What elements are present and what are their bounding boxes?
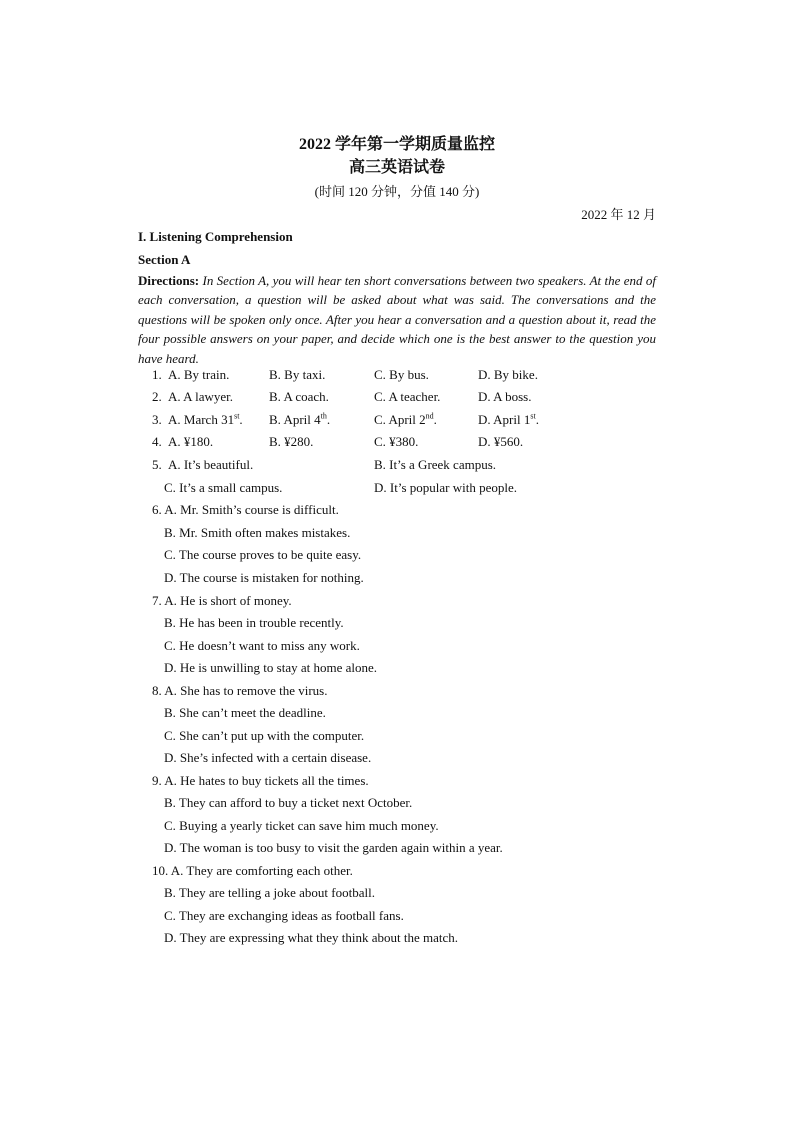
q1-option-d: D. By bike. xyxy=(478,367,538,382)
q1-number: 1. xyxy=(152,367,162,382)
q6-option-b: B. Mr. Smith often makes mistakes. xyxy=(164,525,351,540)
q3-number: 3. xyxy=(152,412,162,427)
q7-option-a: 7. A. He is short of money. xyxy=(152,593,292,608)
exam-date: 2022 年 12 月 xyxy=(581,207,656,222)
q8-option-b: B. She can’t meet the deadline. xyxy=(164,705,326,720)
q9-option-b: B. They can afford to buy a ticket next October. xyxy=(164,795,413,810)
q3-option-b: B. April 4th. xyxy=(269,411,331,427)
q6-option-a: 6. A. Mr. Smith’s course is difficult. xyxy=(152,502,339,517)
q4-number: 4. xyxy=(152,434,162,449)
q9-option-a: 9. A. He hates to buy tickets all the times. xyxy=(152,773,369,788)
q6-option-c: C. The course proves to be quite easy. xyxy=(164,547,362,562)
q4-option-d: D. ¥560. xyxy=(478,434,524,449)
q4-option-a: A. ¥180. xyxy=(168,434,214,449)
q6-option-d: D. The course is mistaken for nothing. xyxy=(164,570,364,585)
q5-number: 5. xyxy=(152,457,162,472)
q7-option-d: D. He is unwilling to stay at home alone. xyxy=(164,660,378,675)
q2-option-d: D. A boss. xyxy=(478,389,532,404)
q7-option-c: C. He doesn’t want to miss any work. xyxy=(164,638,360,653)
q5-option-a: A. It’s beautiful. xyxy=(168,457,254,472)
q8-option-d: D. She’s infected with a certain disease. xyxy=(164,750,372,765)
q2-option-c: C. A teacher. xyxy=(374,389,441,404)
q4-option-c: C. ¥380. xyxy=(374,434,419,449)
exam-title: 2022 学年第一学期质量监控 xyxy=(298,136,495,153)
section-heading: Section A xyxy=(138,252,191,267)
q3-option-a: A. March 31st. xyxy=(168,411,243,427)
q10-option-a: 10. A. They are comforting each other. xyxy=(152,863,353,878)
q3-option-d: D. April 1st. xyxy=(478,411,539,427)
q1-option-c: C. By bus. xyxy=(374,367,429,382)
q2-option-b: B. A coach. xyxy=(269,389,329,404)
exam-time-score: (时间 120 分钟，分值 140 分) xyxy=(314,184,480,199)
q2-option-a: A. A lawyer. xyxy=(168,389,233,404)
q4-option-b: B. ¥280. xyxy=(269,434,314,449)
directions-label: Directions: xyxy=(138,273,200,288)
q10-option-d: D. They are expressing what they think about the match. xyxy=(164,930,458,945)
q5-option-d: D. It’s popular with people. xyxy=(374,480,517,495)
q10-option-b: B. They are telling a joke about football. xyxy=(164,885,375,900)
q1-option-a: A. By train. xyxy=(168,367,230,382)
q5-option-c: C. It’s a small campus. xyxy=(164,480,283,495)
q9-option-d: D. The woman is too busy to visit the garden again within a year. xyxy=(164,840,503,855)
directions xyxy=(138,271,656,368)
exam-subject: 高三英语试卷 xyxy=(348,159,445,176)
q2-number: 2. xyxy=(152,389,162,404)
q1-option-b: B. By taxi. xyxy=(269,367,326,382)
q8-option-c: C. She can’t put up with the computer. xyxy=(164,728,365,743)
directions-text: In Section A, you will hear ten short conversations between two speakers. At the end of each conversation, a question will be asked about what was said. The conversations and the questions will be spoken only once. After you hear a conversation and a question about it, read the four possible answers on your paper, and decide which one is the best answer to the question you have heard. xyxy=(138,273,657,366)
q5-option-b: B. It’s a Greek campus. xyxy=(374,457,497,472)
part-heading: I. Listening Comprehension xyxy=(138,229,293,244)
q3-option-c: C. April 2nd. xyxy=(374,411,437,427)
q10-option-c: C. They are exchanging ideas as football fans. xyxy=(164,908,404,923)
q8-option-a: 8. A. She has to remove the virus. xyxy=(152,683,328,698)
q9-option-c: C. Buying a yearly ticket can save him much money. xyxy=(164,818,439,833)
q7-option-b: B. He has been in trouble recently. xyxy=(164,615,344,630)
